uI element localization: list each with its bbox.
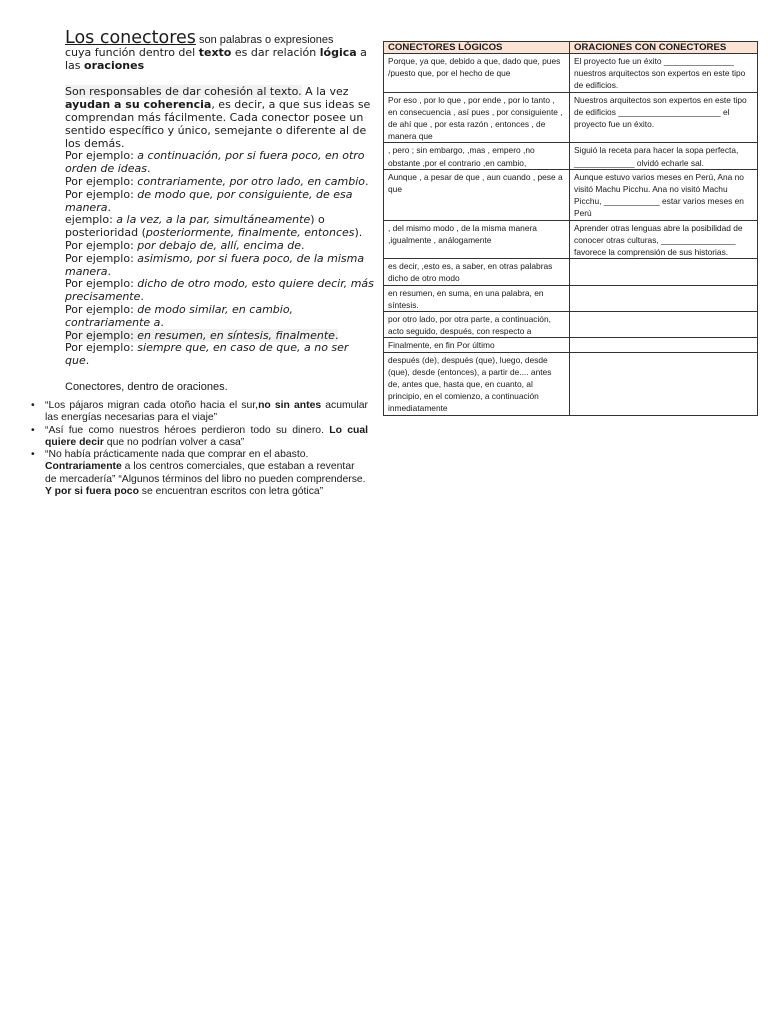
list-item: • “No había prácticamente nada que comprar en el abasto. Contrariamente a los centros comerciales, que estaban a reventar de mercadería” “Algunos términos del libro no pueden comprenderse. Y por si fuera poco se encuentran escritos con letra gótica”	[31, 449, 366, 498]
connector-cell: Porque, ya que, debido a que, dado que, pues /puesto que, por el hecho de que	[384, 54, 570, 93]
table-row	[384, 312, 758, 338]
example-line: Por ejemplo: de modo similar, en cambio, contrariamente a.	[65, 302, 294, 329]
bullet-icon: •	[31, 400, 35, 411]
bullet-icon: •	[31, 424, 35, 436]
connector-cell: Por eso , por lo que , por ende , por lo tanto , en consecuencia , así pues , por consiguiente , de ahí que , por esta razón , entonces , de manera que	[384, 92, 570, 143]
sentence-cell[interactable]	[570, 352, 758, 415]
example-line: Por ejemplo: en resumen, en síntesis, finalmente.	[65, 328, 339, 342]
example-line: Por ejemplo: por debajo de, allí, encima de.	[65, 238, 305, 252]
example-line: Por ejemplo: de modo que, por consiguiente, de esa manera.	[65, 187, 353, 214]
intro-paragraph: Los conectores son palabras o expresiones cuya función dentro del texto es dar relación lógica a las oraciones	[65, 28, 367, 72]
sentence-cell[interactable]	[570, 312, 758, 338]
sentence-cell[interactable]: El proyecto fue un éxito _______________ nuestros arquitectos son expertos en este tipo de edificios.	[570, 54, 758, 93]
example-line: Por ejemplo: asimismo, por si fuera poco, de la misma manera.	[65, 251, 365, 278]
examples-list	[65, 150, 375, 368]
intro-section	[65, 28, 375, 394]
connector-cell: , pero ; sin embargo, ,mas , empero ,no obstante ,por el contrario ,en cambio,	[384, 143, 570, 169]
example-line: Por ejemplo: a continuación, por si fuera poco, en otro orden de ideas.	[65, 149, 365, 176]
cohesion-paragraph: Son responsables de dar cohesión al texto. A la vez ayudan a su coherencia, es decir, a que sus ideas se comprendan más fácilmente. Cada conector posee un sentido específico y único, semejante o diferente al de los demás.	[65, 85, 371, 150]
connector-cell: después (de), después (que), luego, desde (que), desde (entonces), a partir de.... antes de, antes que, hasta que, en cuanto, al principio, en el comienzo, a continuación inmediatamente	[384, 352, 570, 415]
table-row	[384, 352, 758, 415]
table-row	[384, 169, 758, 220]
connector-cell: , del mismo modo , de la misma manera ,igualmente , análogamente	[384, 220, 570, 259]
table-row	[384, 259, 758, 285]
connectors-table	[383, 41, 758, 416]
list-item: • “Así fue como nuestros héroes perdieron todo su dinero. Lo cual quiere decir que no podrían volver a casa”	[31, 424, 368, 448]
sentence-cell[interactable]: Nuestros arquitectos son expertos en este tipo de edificios ______________________ el proyecto fue un éxito.	[570, 92, 758, 143]
connector-cell: Finalmente, en fin Por último	[384, 338, 570, 352]
example-line: Por ejemplo: dicho de otro modo, esto quiere decir, más precisamente.	[65, 277, 374, 304]
page-title: Los conectores	[65, 28, 196, 48]
sentence-cell[interactable]: Aprender otras lenguas abre la posibilidad de conocer otras culturas, ________________ favorece la comprensión de sus historias.	[570, 220, 758, 259]
connectors-table-container	[383, 41, 757, 416]
table-row	[384, 92, 758, 143]
sentence-cell[interactable]	[570, 338, 758, 352]
connector-cell: en resumen, en suma, en una palabra, en síntesis.	[384, 285, 570, 311]
sentence-cell[interactable]: Siguió la receta para hacer la sopa perfecta, _____________ olvidó echarle sal.	[570, 143, 758, 169]
bullet-icon: •	[31, 449, 35, 461]
table-row	[384, 143, 758, 169]
example-line: Por ejemplo: siempre que, en caso de que, a no ser que.	[65, 341, 349, 368]
table-row	[384, 220, 758, 259]
table-header-row	[384, 42, 758, 54]
sentences-heading: Conectores, dentro de oraciones.	[65, 380, 228, 393]
sentence-examples-list	[28, 400, 368, 498]
table-row	[384, 54, 758, 93]
example-line: Por ejemplo: contrariamente, por otro lado, en cambio.	[65, 174, 369, 188]
table-row	[384, 338, 758, 352]
sentence-cell[interactable]	[570, 285, 758, 311]
example-line: ejemplo: a la vez, a la par, simultáneamente) o posterioridad (posteriormente, finalmente, entonces).	[65, 213, 363, 240]
table-row	[384, 285, 758, 311]
header-sentences: ORACIONES CON CONECTORES	[570, 42, 758, 54]
connector-cell: es decir, ,esto es, a saber, en otras palabras dicho de otro modo	[384, 259, 570, 285]
sentence-cell[interactable]	[570, 259, 758, 285]
connector-cell: Aunque , a pesar de que , aun cuando , pese a que	[384, 169, 570, 220]
list-item: • “Los pájaros migran cada otoño hacia el sur,no sin antes acumular las energías necesarias para el viaje”	[31, 400, 368, 424]
sentence-cell[interactable]: Aunque estuvo varios meses en Perú, Ana no visitó Machu Picchu. Ana no visitó Machu Picchu, ____________ estar varios meses en Perú	[570, 169, 758, 220]
header-connectors: CONECTORES LÓGICOS	[384, 42, 570, 54]
connector-cell: por otro lado, por otra parte, a continuación, acto seguido, después, con respecto a	[384, 312, 570, 338]
